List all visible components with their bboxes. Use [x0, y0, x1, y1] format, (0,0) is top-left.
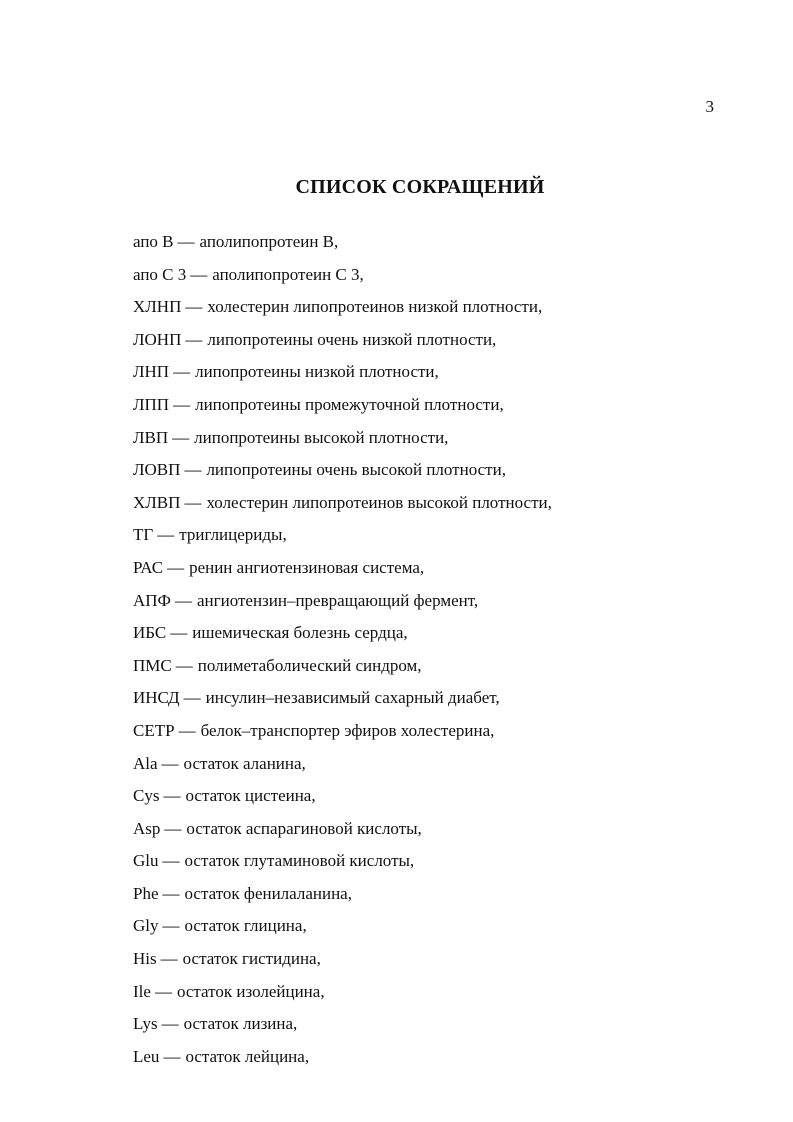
abbreviation-dash: — — [170, 623, 188, 643]
abbreviation-definition: белок–транспортер эфиров холестерина, — [200, 720, 495, 740]
abbreviation-definition: остаток глутаминовой кислоты, — [184, 851, 415, 871]
abbreviation-term: ЛПП — [133, 394, 170, 414]
abbreviation-dash: — — [161, 753, 179, 773]
abbreviation-dash: — — [185, 297, 203, 317]
abbreviation-term: Ala — [133, 753, 158, 773]
abbreviation-item — [133, 293, 552, 326]
abbreviation-term: Glu — [133, 851, 159, 871]
abbreviation-item — [133, 619, 552, 652]
abbreviation-definition: инсулин–независимый сахарный диабет, — [205, 688, 500, 708]
abbreviation-item — [133, 815, 552, 848]
abbreviation-dash: — — [162, 916, 180, 936]
abbreviation-dash: — — [184, 460, 202, 480]
abbreviation-definition: триглицериды, — [179, 525, 287, 545]
abbreviation-definition: липопротеины низкой плотности, — [195, 362, 439, 382]
abbreviation-item — [133, 228, 552, 261]
abbreviation-definition: холестерин липопротеинов высокой плотности, — [206, 492, 552, 512]
abbreviation-definition: ангиотензин–превращающий фермент, — [196, 590, 479, 610]
abbreviation-dash: — — [154, 981, 172, 1001]
abbreviation-definition: липопротеины очень низкой плотности, — [207, 329, 497, 349]
abbreviation-dash: — — [172, 427, 190, 447]
abbreviation-term: His — [133, 949, 157, 969]
abbreviation-definition: остаток глицина, — [184, 916, 307, 936]
abbreviation-term: CETP — [133, 720, 175, 740]
abbreviation-term: ХЛНП — [133, 297, 182, 317]
abbreviation-dash: — — [173, 394, 191, 414]
abbreviation-dash: — — [164, 818, 182, 838]
abbreviation-definition: ишемическая болезнь сердца, — [192, 623, 408, 643]
abbreviation-definition: остаток аспарагиновой кислоты, — [186, 818, 422, 838]
abbreviation-dash: — — [167, 557, 185, 577]
abbreviation-item — [133, 1010, 552, 1043]
abbreviation-dash: — — [163, 1046, 181, 1066]
abbreviation-item — [133, 717, 552, 750]
abbreviation-term: Phe — [133, 883, 159, 903]
abbreviation-term: АПФ — [133, 590, 171, 610]
abbreviation-item — [133, 326, 552, 359]
abbreviation-item — [133, 554, 552, 587]
abbreviation-term: ЛНП — [133, 362, 170, 382]
abbreviation-term: ТГ — [133, 525, 154, 545]
abbreviation-definition: липопротеины очень высокой плотности, — [206, 460, 506, 480]
abbreviation-definition: аполипопротеин C 3, — [212, 264, 364, 284]
abbreviation-term: апо C 3 — [133, 264, 187, 284]
abbreviation-dash: — — [160, 949, 178, 969]
abbreviation-definition: липопротеины высокой плотности, — [194, 427, 449, 447]
abbreviation-term: ИНСД — [133, 688, 180, 708]
page-title: СПИСОК СОКРАЩЕНИЙ — [295, 176, 545, 198]
abbreviation-definition: остаток аланина, — [183, 753, 306, 773]
abbreviation-term: Ile — [133, 981, 151, 1001]
abbreviation-dash: — — [162, 851, 180, 871]
abbreviation-definition: полиметаболический синдром, — [197, 655, 422, 675]
abbreviation-term: ЛОВП — [133, 460, 181, 480]
abbreviation-definition: остаток фенилаланина, — [184, 883, 352, 903]
abbreviation-term: апо B — [133, 232, 174, 251]
abbreviation-item — [133, 945, 552, 978]
abbreviation-term: ЛВП — [133, 427, 169, 447]
abbreviation-dash: — — [173, 362, 191, 382]
abbreviation-term: Lys — [133, 1014, 158, 1034]
abbreviation-definition: остаток изолейцина, — [176, 981, 325, 1001]
abbreviation-term: Cys — [133, 786, 160, 806]
abbreviation-dash: — — [185, 329, 203, 349]
abbreviation-definition: аполипопротеин B, — [199, 232, 339, 251]
abbreviation-definition: ренин ангиотензиновая система, — [189, 557, 425, 577]
abbreviation-term: ИБС — [133, 623, 167, 643]
abbreviation-item — [133, 489, 552, 522]
abbreviation-dash: — — [163, 786, 181, 806]
abbreviation-item — [133, 1043, 552, 1076]
abbreviation-item — [133, 912, 552, 945]
abbreviation-definition: остаток цистеина, — [185, 786, 316, 806]
abbreviation-definition: остаток лейцина, — [185, 1046, 310, 1066]
abbreviation-dash: — — [177, 232, 195, 251]
abbreviation-dash: — — [162, 883, 180, 903]
abbreviation-dash: — — [190, 264, 208, 284]
abbreviation-term: ПМС — [133, 655, 172, 675]
abbreviation-item — [133, 261, 552, 294]
abbreviation-definition: остаток лизина, — [183, 1014, 298, 1034]
page-number: 3 — [705, 97, 714, 116]
abbreviation-dash: — — [161, 1014, 179, 1034]
abbreviation-term: Gly — [133, 916, 159, 936]
abbreviation-item — [133, 847, 552, 880]
abbreviation-definition: липопротеины промежуточной плотности, — [195, 394, 504, 414]
abbreviation-term: Asp — [133, 818, 161, 838]
abbreviation-item — [133, 521, 552, 554]
abbreviation-definition: остаток гистидина, — [182, 949, 321, 969]
abbreviation-item — [133, 880, 552, 913]
abbreviation-item — [133, 456, 552, 489]
abbreviation-term: ЛОНП — [133, 329, 182, 349]
abbreviation-dash: — — [174, 590, 192, 610]
abbreviation-dash: — — [183, 688, 201, 708]
abbreviation-term: РАС — [133, 557, 164, 577]
abbreviation-item — [133, 978, 552, 1011]
abbreviation-term: ХЛВП — [133, 492, 181, 512]
abbreviation-dash: — — [175, 655, 193, 675]
abbreviation-item — [133, 684, 552, 717]
abbreviation-list — [133, 228, 552, 1075]
abbreviation-item — [133, 652, 552, 685]
abbreviation-term: Leu — [133, 1046, 160, 1066]
abbreviation-item — [133, 391, 552, 424]
abbreviation-dash: — — [178, 720, 196, 740]
abbreviation-item — [133, 782, 552, 815]
abbreviation-dash: — — [157, 525, 175, 545]
abbreviation-item — [133, 587, 552, 620]
abbreviation-definition: холестерин липопротеинов низкой плотности, — [207, 297, 543, 317]
abbreviation-item — [133, 424, 552, 457]
abbreviation-item — [133, 750, 552, 783]
abbreviation-item — [133, 358, 552, 391]
abbreviation-dash: — — [184, 492, 202, 512]
